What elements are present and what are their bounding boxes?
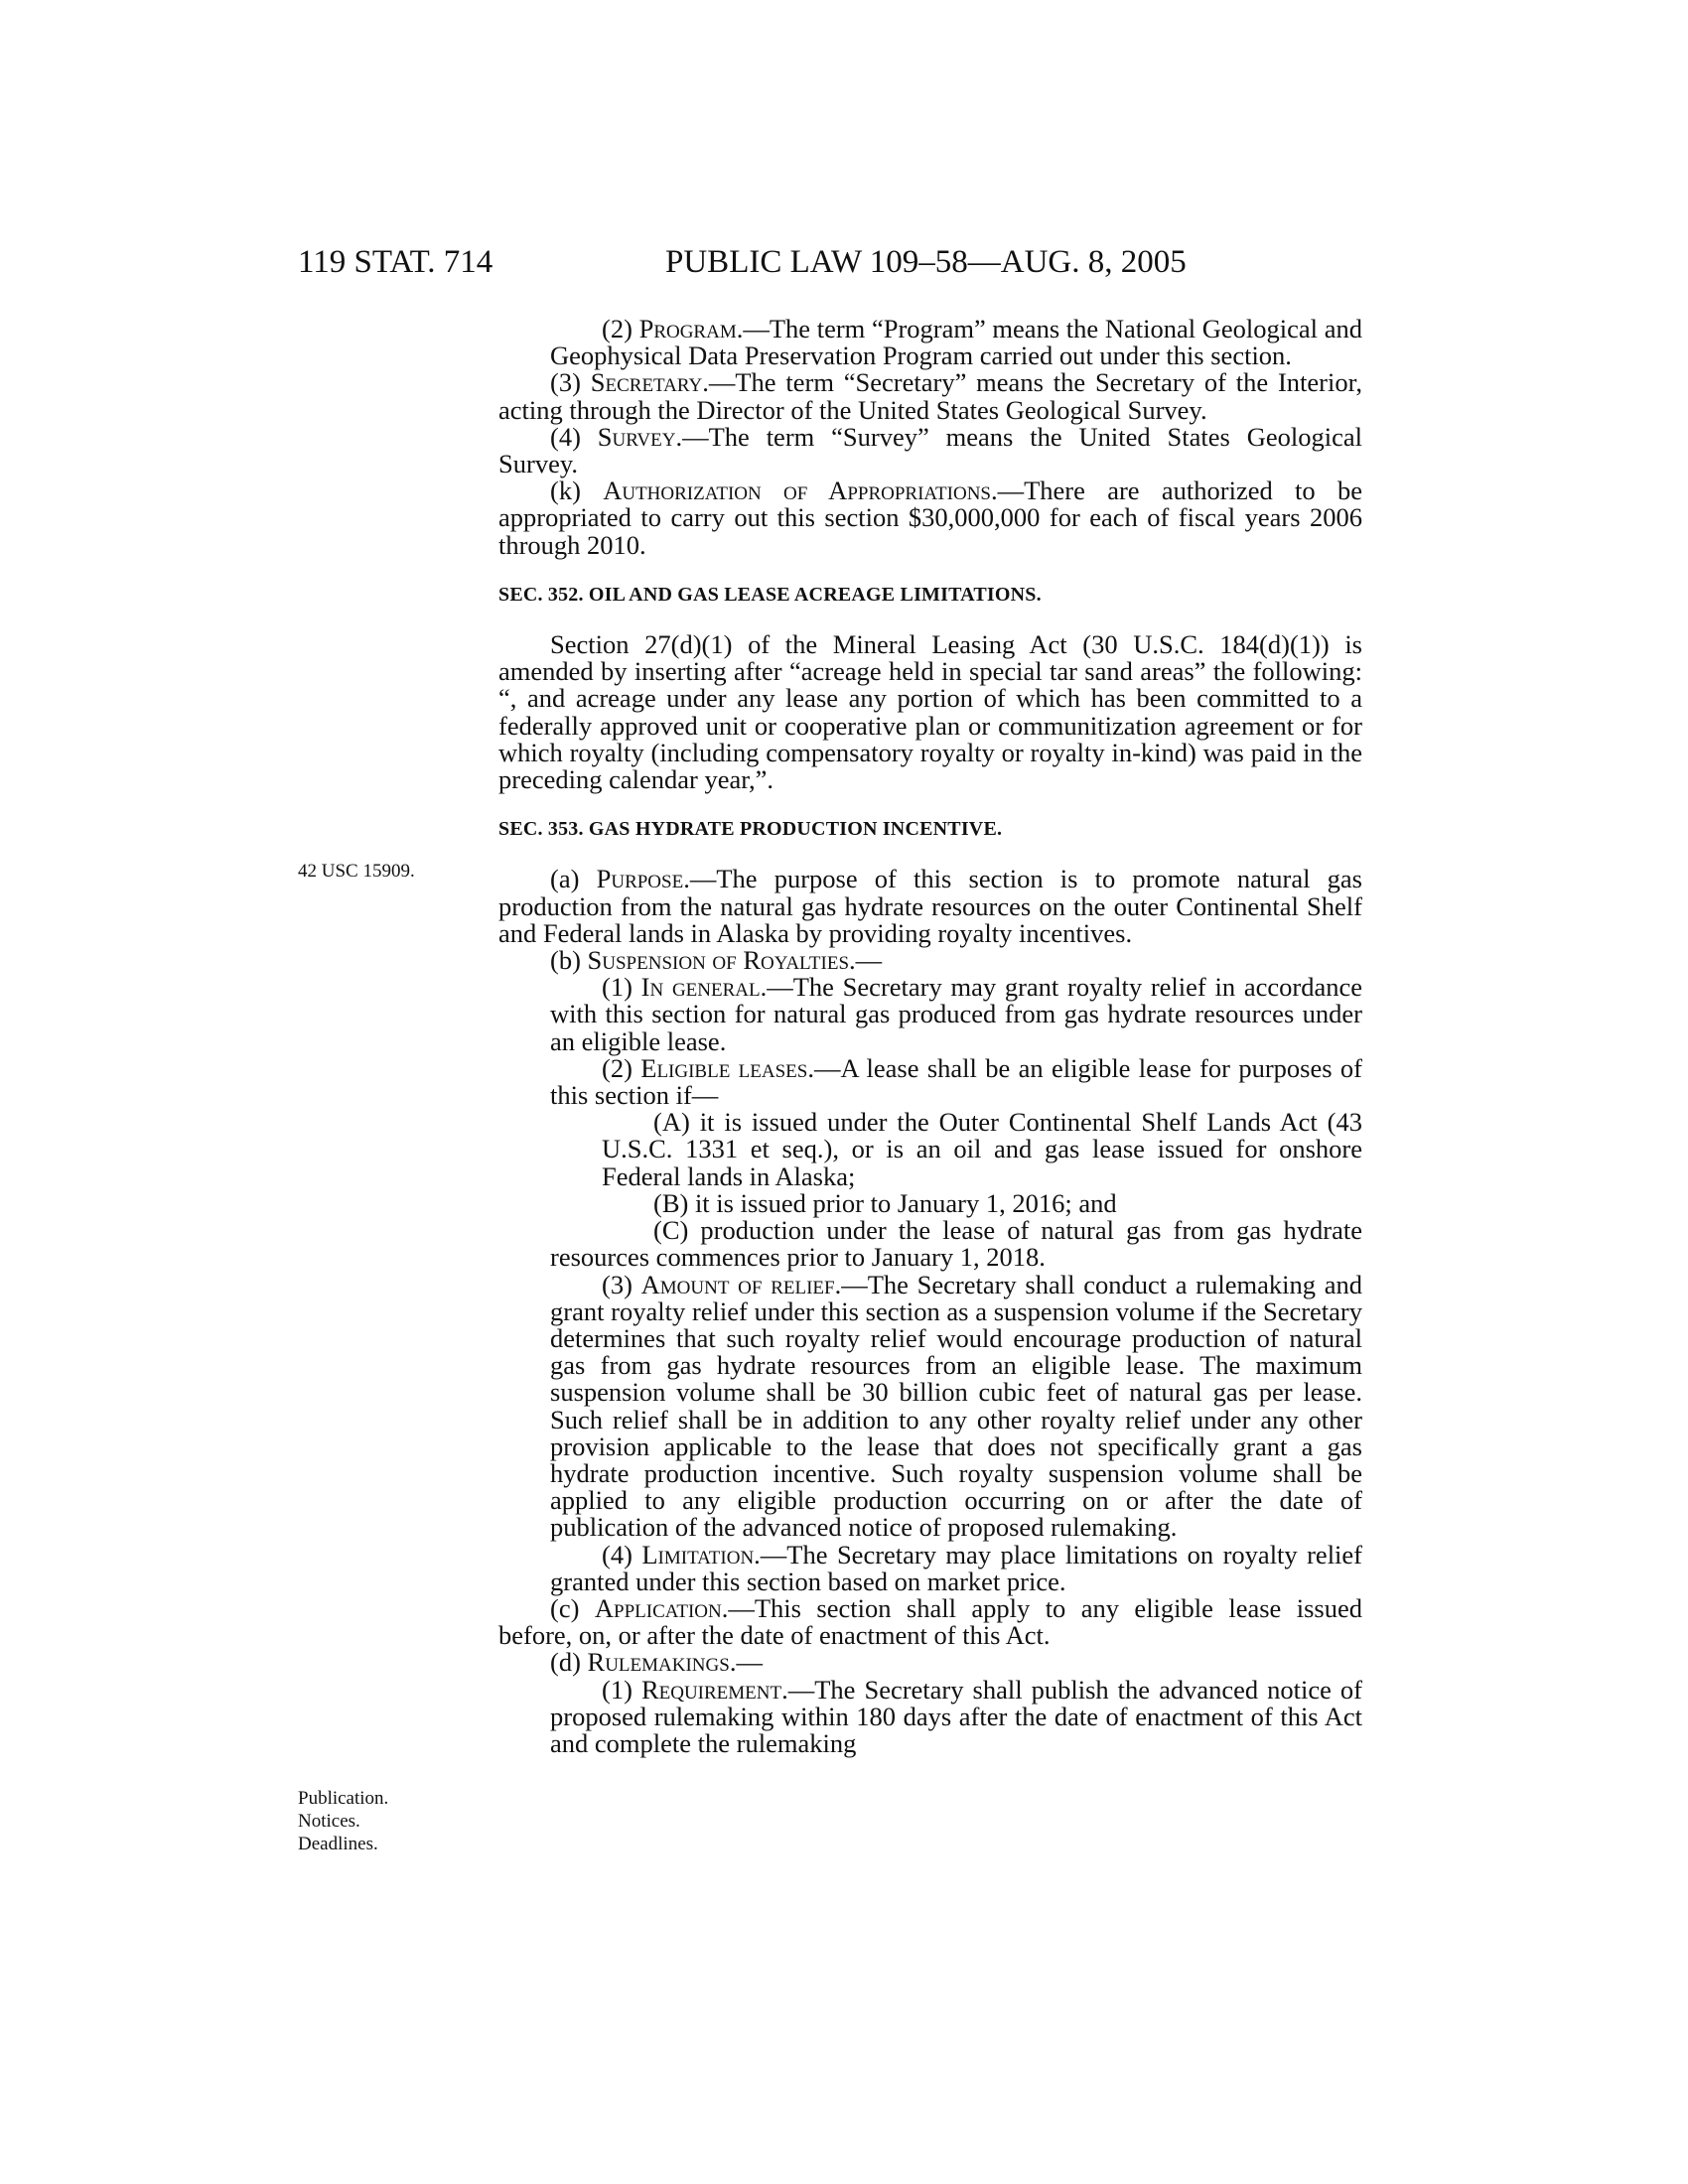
- paragraph-suspension-of-royalties: (b) Suspension of Royalties.—: [550, 945, 883, 976]
- paragraph-program-definition: (2) Program.—The term “Program” means the National Geological and Geophysical Data Preservation Program carried out under this section.: [550, 314, 1362, 371]
- section-heading-353: SEC. 353. GAS HYDRATE PRODUCTION INCENTIVE.: [498, 818, 1003, 841]
- margin-note-line: Publication.: [298, 1788, 389, 1809]
- statute-citation: 119 STAT. 714: [298, 244, 493, 280]
- paragraph-secretary-definition: (3) Secretary.—The term “Secretary” means the Secretary of the Interior, acting through the Director of the United States Geological Survey.: [498, 367, 1362, 425]
- paragraph-in-general: (1) In general.—The Secretary may grant royalty relief in accordance with this section for natural gas produced from gas hydrate resources under an eligible lease.: [550, 972, 1363, 1056]
- paragraph-requirement: (1) Requirement.—The Secretary shall publish the advanced notice of proposed rulemaking within 180 days after the date of enactment of this Act and complete the rulemaking: [550, 1674, 1362, 1758]
- margin-note-publication: [298, 1787, 388, 1855]
- clause-a: (A) it is issued under the Outer Continental Shelf Lands Act (43 U.S.C. 1331 et seq.), or is an oil and gas lease issued for onshore Federal lands in Alaska;: [602, 1107, 1362, 1191]
- paragraph-purpose: (a) Purpose.—The purpose of this section is to promote natural gas production from the natural gas hydrate resources on the outer Continental Shelf and Federal lands in Alaska by providing royalty incentives.: [498, 864, 1362, 948]
- paragraph-rulemakings: (d) Rulemakings.—: [550, 1647, 763, 1678]
- section-heading-352: SEC. 352. OIL AND GAS LEASE ACREAGE LIMITATIONS.: [498, 583, 1042, 606]
- clause-c: (C) production under the lease of natural gas from gas hydrate resources commences prior to January 1, 2018.: [550, 1215, 1362, 1273]
- paragraph-authorization: (k) Authorization of Appropriations.—There are authorized to be appropriated to carry out this section $30,000,000 for each of fiscal years 2006 through 2010.: [498, 476, 1362, 560]
- body-text: [498, 316, 1362, 1757]
- public-law-title: PUBLIC LAW 109–58—AUG. 8, 2005: [665, 244, 1187, 280]
- paragraph-limitation: (4) Limitation.—The Secretary may place limitations on royalty relief granted under this section based on market price.: [550, 1539, 1363, 1596]
- margin-note-line: Deadlines.: [298, 1834, 378, 1854]
- paragraph-section-352: Section 27(d)(1) of the Mineral Leasing Act (30 U.S.C. 184(d)(1)) is amended by inserting after “acreage held in special tar sand areas” the following: “, and acreage under any lease any portion of which has been committed to a federally approved unit or cooperative plan or communitization agreement or for which royalty (including compensatory royalty or royalty in-kind) was paid in the preceding calendar year,”.: [498, 629, 1362, 795]
- margin-note-line: Notices.: [298, 1811, 360, 1832]
- paragraph-eligible-leases: (2) Eligible leases.—A lease shall be an eligible lease for purposes of this section if—: [550, 1052, 1362, 1111]
- clause-b: (B) it is issued prior to January 1, 2016; and: [653, 1187, 1117, 1218]
- paragraph-amount-of-relief: (3) Amount of relief.—The Secretary shall conduct a rulemaking and grant royalty relief under this section as a suspension volume if the Secretary determines that such royalty relief would encourage production of natural gas from gas hydrate resources from an eligible lease. The maximum suspension volume shall be 30 billion cubic feet of natural gas per lease. Such relief shall be in addition to any other royalty relief under any other provision applicable to the lease that does not specifically grant a gas hydrate production incentive. Such royalty suspension volume shall be applied to any eligible production occurring on or after the date of publication of the advanced notice of proposed rulemaking.: [550, 1269, 1362, 1543]
- paragraph-survey-definition: (4) Survey.—The term “Survey” means the United States Geological Survey.: [498, 421, 1362, 479]
- running-header: [0, 244, 1688, 284]
- paragraph-application: (c) Application.—This section shall apply to any eligible lease issued before, on, or after the date of enactment of this Act.: [498, 1592, 1362, 1651]
- margin-note-usc: 42 USC 15909.: [298, 861, 415, 882]
